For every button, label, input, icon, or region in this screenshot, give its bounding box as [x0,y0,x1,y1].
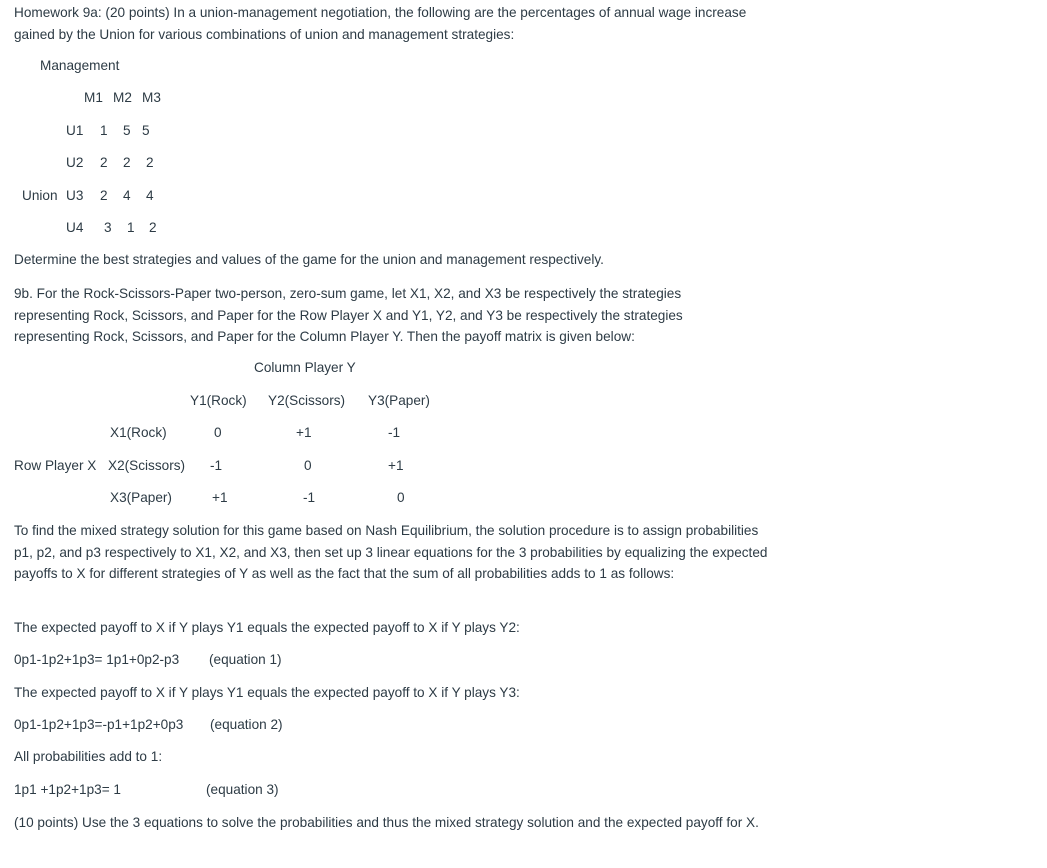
intro-9b: 9b. For the Rock-Scissors-Paper two-person, zero-sum game, let X1, X2, and X3 be respectively the strategies representing Rock, Scissors, and Paper for the Row Player X and Y1, Y2, and Y3 be respectively the strategies representing Rock, Scissors, and Paper for the Column Player Y. Then the payoff matrix is given below: [14,286,683,344]
eq2-label: (equation 2) [210,717,283,732]
matrix-b-cell: -1 [388,425,401,440]
matrix-a-row-label: U4 [66,220,84,235]
eq3: 1p1 +1p2+1p3= 1 [14,782,121,797]
matrix-a-cell: 2 [146,155,154,170]
matrix-a-cell: 2 [100,155,108,170]
matrix-a-cell: 4 [123,188,131,203]
row-player-label: Row Player X [14,458,97,473]
matrix-a-cell: 3 [104,220,112,235]
matrix-a-cell: 5 [123,123,131,138]
matrix-a-col-header: M2 [113,90,132,105]
matrix-b-cell: +1 [296,425,312,440]
matrix-b-row-label: X3(Paper) [110,490,172,505]
eq3-intro: All probabilities add to 1: [14,749,163,764]
eq2: 0p1-1p2+1p3=-p1+1p2+0p3 [14,717,184,732]
matrix-a-cell: 2 [100,188,108,203]
matrix-a-col-header: M3 [142,90,161,105]
matrix-b-cell: -1 [210,458,223,473]
matrix-a-cell: 2 [149,220,157,235]
matrix-a-cell: 4 [146,188,154,203]
matrix-b-col-header: Y3(Paper) [368,393,430,408]
matrix-b-cell: 0 [304,458,312,473]
matrix-a-cell: 2 [123,155,131,170]
matrix-a-col-header: M1 [84,90,103,105]
eq1-intro: The expected payoff to X if Y plays Y1 equals the expected payoff to X if Y plays Y2: [14,620,520,635]
eq3-label: (equation 3) [206,782,279,797]
matrix-a-cell: 5 [142,123,150,138]
matrix-b-col-header: Y1(Rock) [190,393,247,408]
matrix-a-row-label: U3 [66,188,84,203]
union-label: Union [22,188,58,203]
eq1-label: (equation 1) [209,652,282,667]
matrix-b-col-header: Y2(Scissors) [268,393,346,408]
matrix-b-row-label: X2(Scissors) [108,458,186,473]
question-9a: Determine the best strategies and values of the game for the union and management respectively. [14,252,604,267]
management-label: Management [40,58,120,73]
matrix-b-cell: +1 [388,458,404,473]
final-question: (10 points) Use the 3 equations to solve the probabilities and thus the mixed strategy solution and the expected payoff for X. [14,815,759,830]
matrix-b-row-label: X1(Rock) [110,425,167,440]
matrix-a-row-label: U2 [66,155,84,170]
matrix-a-cell: 1 [127,220,135,235]
eq1: 0p1-1p2+1p3= 1p1+0p2-p3 [14,652,180,667]
matrix-b-cell: +1 [212,490,228,505]
matrix-b-cell: 0 [214,425,222,440]
eq2-intro: The expected payoff to X if Y plays Y1 equals the expected payoff to X if Y plays Y3: [14,685,520,700]
matrix-a-row-label: U1 [66,123,84,138]
matrix-b-cell: -1 [303,490,316,505]
intro-9a: Homework 9a: (20 points) In a union-management negotiation, the following are the percentages of annual wage increase gained by the Union for various combinations of union and management strategies: [14,5,747,42]
matrix-b-cell: 0 [397,490,405,505]
matrix-a-cell: 1 [100,123,108,138]
procedure-text: To find the mixed strategy solution for this game based on Nash Equilibrium, the solution procedure is to assign probabilities p1, p2, and p3 respectively to X1, X2, and X3, then set up 3 linear equations for the 3 probabilities by equalizing the expected payoffs to X for different strategies of Y as well as the fact that the sum of all probabilities adds to 1 as follows: [14,523,768,581]
column-player-label: Column Player Y [254,360,356,375]
